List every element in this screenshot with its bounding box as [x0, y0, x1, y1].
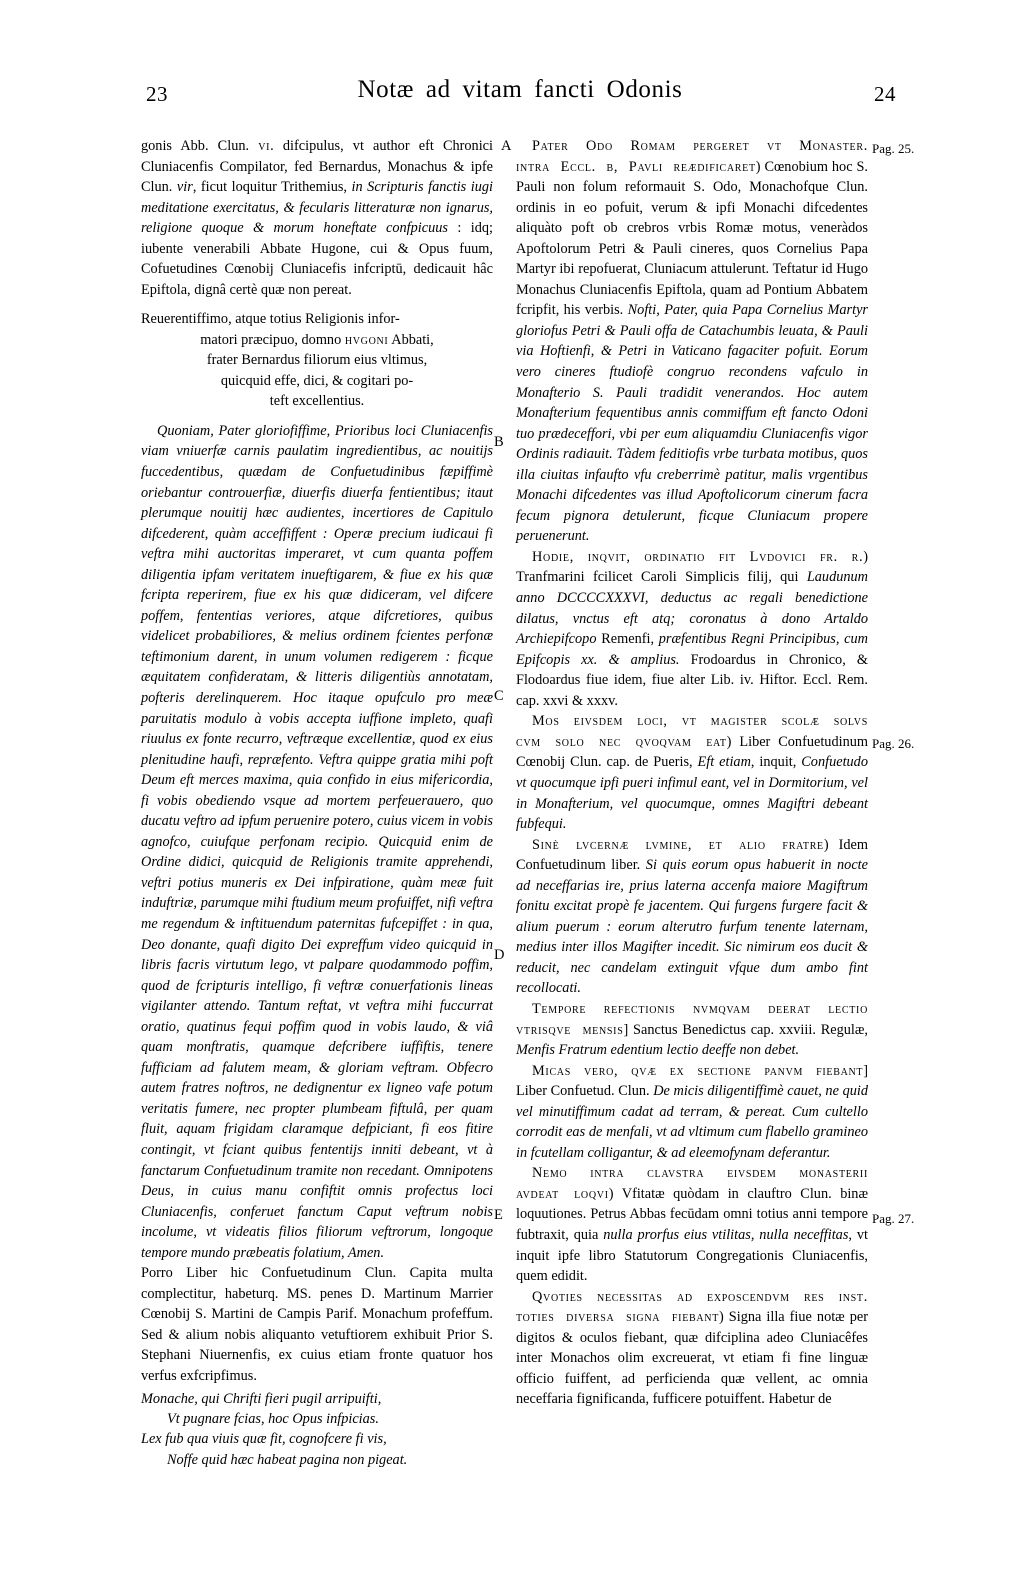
dedication-line: Reuerentiffimo, atque totius Religionis infor- — [141, 311, 400, 328]
lemma-headword: Hodie, inqvit, ordinatio fit Lvdovici fr. r. — [532, 548, 864, 565]
lemma-headword: Pater Odo Romam pergeret vt Monaster. intra Eccl. b, Pavli reædificaret — [516, 138, 868, 175]
note-entry-1 — [516, 136, 868, 547]
quotation-italic: Confuetudo vt quocumque ipfi pueri infimul eant, vel in Dormitorium, vel in Monafterium, vel quocumque, omnes Magiftri debeant fubfequi. — [516, 754, 868, 833]
text-run: matori præcipuo, domno — [200, 331, 345, 348]
note-entry-6 — [516, 1061, 868, 1164]
paragraph-quoniam-italic: Quoniam, Pater gloriofiffime, Prioribus loci Cluniacenfis viam vniuerfæ carnis paulatim ingredientibus, ac nouitijs fuccedentibus, quædam de Confuetudinibus fæpiffimè oriebantur controuerfiæ, diuerfis diuerfa fentientibus; itaut plerumque nouitij hæc audientes, incertiores de Capitulo difcederent, quàm acceffiffent : Operæ precium iudicaui fi veftra mihi auctoritas imperaret, vt cum quanta poffem diligentia ipfam veritatem inueftigarem, & fiue ex his quæ fcripta reperirem, fiue ex his quæ didiceram, vel difcere poffem, fententias veriores, atque difcretiores, quibus videlicet probabiliores, & melius ordinem fcientes perfonæ teftimonium darent, in unum volumen redigerem : ficque æquitatem confideratam, & litteris diligentiùs annotatam, pofteris derelinquerem. Hoc itaque opufculo pro meæ paruitatis modulo à vobis accepta iuffione impleto, quafi riuulus ex fonte recurro, veftræque excellentiæ, quod ex eius plenitudine haufi, repræfento. Veftra quippe gratia mihi poft Deum eft merces maxima, quia confido in eius mifericordia, fi vobis obediendo vsque ad mortem perfeuerauero, quo ducatu veftro ad ipfum peruenire potero, cuius vicem in vobis agnofco, cuiufque perfonam recipio. Quicquid enim de Ordine didici, quicquid de Religionis tramite apprehendi, veftri potius muneris ex Dei infpiratione, quàm meæ fuit induftriæ, parumque mihi ftudium meum profuiffet, nifi veftra me regendum & inftituendum paternitas fufcepiffet : in qua, Deo donante, quafi digito Dei expreffum video quicquid in libris facris virtutum lego, vt palpare quodammodo poffim, quod de fcripturis intelligo, fi veftræ conuerfationis lineas vigilanter attendo. Tantum reftat, vt veftra mihi fuccurrat oratio, quatinus fequi poffim quod in vobis laudo, & viâ quam monftratis, quamque defcribere iuffiftis, tenere fufficiam ad falutem meam, & gloriam veftram. Obfecro autem fratres noftros, ne dedignentur ex ligneo vafe potum veritatis fumere, nec propter plumbeam fiftulâ, per quam fluit, aquam frigidam claramque defpiciant, fi eos fitire contingit, vt fciant quibus fententijs inniti debeant, vt à fanctarum Confuetudinum tramite non recedant. Omnipotens Deus, in cuius manu confiftit omnis profectus loci Cluniacenfis, conferuet fanctum Caput veftrum nobis incolume, vt videatis filios filiorum veftrorum, longoque tempore mundo præbeatis folatium, Amen. — [141, 422, 493, 1261]
margin-page-ref-27: Pag. 27. — [872, 1211, 915, 1226]
text-run: gonis Abb. Clun. — [141, 138, 259, 154]
quotation-italic: Si quis eorum opus habuerit in nocte ad neceffarias ire, prius laterna accenfa maiore Magiftrum fonitu excitat propè fe jacentem. Qui furgens furgere facit & alium puerum : eorum alterutro furfum tenente laternam, medius inter illos Magifter incedit. Sic nimirum eos ducit & reducit, nec candelam extinguit vfque dum ambo fint recollocati. — [516, 857, 868, 997]
text-run: ) Liber Confuetudinum Cœnobij Clun. cap. de Pueris, — [516, 733, 868, 771]
note-entry-2 — [516, 547, 868, 711]
folio-number-right: 24 — [874, 82, 896, 106]
text-run: Remenfi, — [601, 631, 659, 648]
text-run: : idq; iubente venerabili Abbate Hugone, cui & Opus fuum, Cofuetudines Cœnobij Cluniacefis infcriptū, dedicauit hâc Epiftola, dignâ certè quæ non pereat. — [141, 220, 493, 298]
verse-line: Lex fub qua viuis quæ fit, cognofcere fi vis, — [141, 1431, 387, 1448]
text-run: ) Vfitatæ quòdam in clauftro Clun. binæ loquutiones. Petrus Abbas fecūdam omni totius anni tempore fubtraxit, quia — [516, 1185, 868, 1243]
text-run: . difcipulus, vt author eft Chronici Cluniacenfis Compilator, fed Bernardus, Monachus & ipfe Clun. — [141, 138, 493, 196]
text-run-italic: vir — [176, 179, 193, 196]
quotation-italic: Eft etiam — [697, 754, 751, 771]
lemma-headword: Nemo intra clavstra eivsdem monasterii avdeat loqvi — [516, 1165, 868, 1202]
text-run: ] Liber Confuetud. Clun. — [516, 1062, 868, 1100]
right-text-column — [516, 136, 868, 1410]
text-run: Frodoardus in Chronico, & Flodoardus fiue idem, fiue alter Lib. iv. Hiftor. Eccl. Rem. cap. xxvi & xxxv. — [516, 651, 868, 709]
dedication-line: frater Bernardus filiorum eius vltimus, — [206, 352, 428, 369]
page-title: Notæ ad vitam fancti Odonis — [357, 76, 683, 103]
text-run: , inquit, — [750, 754, 802, 771]
lemma-headword: Qvoties necessitas ad exposcendvm res inst. toties diversa signa fiebant — [516, 1288, 868, 1326]
dedication-block — [141, 309, 493, 412]
lemma-headword: Tempore refectionis nvmqvam deerat lectio vtrisqve mensis — [516, 1000, 868, 1038]
dedication-line — [141, 330, 493, 351]
note-entry-3 — [516, 711, 868, 834]
note-entry-5 — [516, 999, 868, 1061]
quotation-italic: Nofti, Pater, quia Papa Cornelius Martyr gloriofus Petri & Pauli offa de Catachumbis leuata, & Pauli via Hoftienfi, & Petri in Vaticano fagaciter pofuit. Eorum vero cineres ftudiofè congruo recondens vafculo in Monafterio S. Pauli tradidit venerandos. Hoc autem Monafterium fequentibus annis commiffum eft fancto Odoni tuo prædeceffori, vbi per eum aliquamdiu Cluniacenfis vigor Ordinis radiauit. Tàdem feditiofis vrbe turbata motibus, quos illa ciuitas infaufto vfu creberrimè patitur, malis vrgentibus Monachi difcedentes vas illud Apoftolicorum cinerum facra fecum pignora detulerunt, ficque Cluniacum propere peruenerunt. — [516, 302, 868, 545]
note-entry-7 — [516, 1163, 868, 1286]
text-run: , ficut loquitur Trithemius, — [192, 179, 352, 196]
verse-block — [141, 1389, 493, 1471]
lemma-headword: Sinè lvcernæ lvmine, et alio fratre — [532, 836, 824, 853]
note-entry-4 — [516, 835, 868, 999]
gutter-marker-e: E — [494, 1207, 503, 1223]
text-run: Abbati, — [388, 331, 434, 348]
quotation-italic: nulla prorfus eius vtilitas, nulla neceffitas — [603, 1226, 849, 1243]
verse-line: Noffe quid hæc habeat pagina non pigeat. — [167, 1451, 408, 1468]
dedication-line: teft excellentius. — [269, 393, 365, 410]
paragraph-porro: Porro Liber hic Confuetudinum Clun. Capita multa complectitur, habeturq. MS. penes D. Martinum Marrier Cœnobij S. Martini de Campis Parif. Monachum profeffum. Sed & alium nobis aliquanto vetuftiorem exhibuit Prior S. Stephani Niuernenfis, ex cuius etiam fronte quatuor hos verfus exfcripfimus. — [141, 1265, 493, 1385]
folio-number-left: 23 — [146, 82, 168, 106]
note-entry-8 — [516, 1287, 868, 1410]
lemma-headword: Mos eivsdem loci, vt magister scolæ solvs cvm solo nec qvoqvam eat — [516, 713, 868, 750]
quotation-italic: Menfis Fratrum edentium lectio deeffe non debet. — [516, 1042, 800, 1059]
gutter-marker-b: B — [494, 434, 504, 450]
quoted-title-italic: in Scripturis fanctis iugi meditatione exercitatus, & fecularis litteraturæ non ignarus, religione quoque & morum honeftate confpicuus — [141, 179, 493, 237]
running-head — [140, 76, 900, 118]
text-run: ) Cœnobium hoc S. Pauli non folum reformauit S. Odo, Monachofque Clun. ordinis in eo pofuit, verum & ipfi Monachi difcedentes aliquàto poft ob crebros vrbis Romæ motus, veneràdos Apoftolorum Petri & Pauli cineres, quos Cornelius Papa Martyr ibi repofuerat, Cluniacum attulerunt. Teftatur id Hugo Monachus Cluniacenfis Epiftola, quam ad Pontium Abbatem fcripfit, his verbis. — [516, 158, 868, 319]
paragraph-gonis-abb — [141, 136, 493, 300]
dedication-line: quicquid effe, dici, & cogitari po- — [220, 372, 414, 389]
gutter-marker-c: C — [494, 688, 504, 704]
text-run: , vt inquit ipfe libro Statutorum Congregationis Cluniacenfis, quem edidit. — [516, 1226, 868, 1285]
text-run: ) Idem Confuetudinum liber. — [516, 836, 868, 874]
quotation-italic: præfentibus Regni Principibus, cum Epifcopis xx. & amplius. — [516, 631, 868, 668]
text-run: ) Tranfmarini fcilicet Caroli Simplicis filij, qui — [516, 548, 868, 586]
margin-page-ref-25: Pag. 25. — [872, 141, 915, 156]
lemma-headword: Micas vero, qvæ ex sectione panvm fiebant — [532, 1062, 864, 1079]
gutter-marker-d: D — [494, 947, 505, 963]
text-run: ] Sanctus Benedictus cap. xxviii. Regulæ, — [623, 1021, 868, 1038]
gutter-marker-a: A — [501, 138, 512, 154]
quotation-italic: De micis diligentiffimè cauet, ne quid vel minutiffimum cadat ad terram, & pereat. Cum cultello corrodit eas de menfali, vt ad vltimum cum flabello gramineo in fcutellam colligantur, & ad eleemofynam deferantur. — [516, 1083, 868, 1161]
text-run: ) Signa illa fiue notæ per digitos & oculos fiebant, quæ difciplina adeo Cluniacêfes inter Monachos olim excreuerat, vt etiam fi fine linguæ officio fuiffent, ad perficienda quæ vellent, ac omnia neceffaria fignificanda, fufficere potuiffent. Habetur de — [516, 1309, 868, 1408]
left-text-column — [141, 136, 493, 1470]
quotation-italic: Laudunum anno DCCCCXXXVI, deductus ac regali benedictione dilatus, vnctus eft atq; coronatus à dono Artaldo Archiepifcopo — [516, 569, 868, 648]
name-hugoni-smallcaps: hvgoni — [344, 331, 389, 348]
verse-line: Monache, qui Chrifti fieri pugil arripuifti, — [141, 1390, 382, 1407]
verse-line: Vt pugnare fcias, hoc Opus infpicias. — [167, 1410, 379, 1427]
roman-numeral-vi: vi — [258, 138, 271, 154]
margin-page-ref-26: Pag. 26. — [872, 736, 915, 751]
